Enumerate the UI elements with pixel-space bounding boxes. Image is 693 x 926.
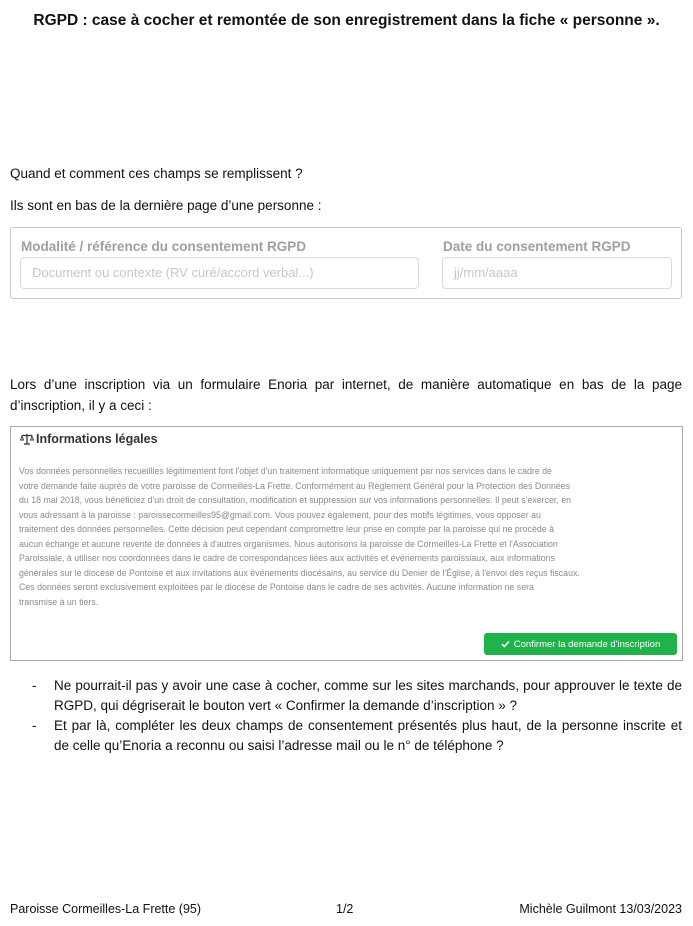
- inscription-text: Lors d’une inscription via un formulaire Enoria par internet, de manière automatique en bas de la page d’inscription, il y a ceci :: [10, 377, 682, 413]
- page-title: RGPD : case à cocher et remontée de son enregistrement dans la fiche « personne ».: [33, 12, 660, 29]
- bullet-text: Et par là, compléter les deux champs de consentement présentés plus haut, de la personne inscrite et de celle qu’Enoria a reconnu ou saisi l’adresse mail ou le n° de téléphone ?: [54, 718, 682, 753]
- legal-line: Ces données seront exclusivement exploitées par le diocèse de Pontoise dans le cadre de ses activités. Aucune information ne sera: [19, 582, 534, 592]
- footer-page-number: 1/2: [336, 902, 354, 916]
- legal-line: vous adressant à la paroisse : paroissecormeilles95@gmail.com. Vous pouvez également, pour des motifs légitimes, vous opposer au: [19, 509, 541, 520]
- legal-line: générales sur le diocèse de Pontoise et aux invitations aux événements diocésains, au service du Denier de l'Église, à l'envoi des reçus fiscaux.: [19, 567, 580, 578]
- date-label: Date du consentement RGPD: [443, 239, 631, 254]
- check-icon: [501, 640, 510, 648]
- modality-input[interactable]: Document ou contexte (RV curé/accord verbal...): [20, 257, 419, 289]
- legal-line: Vos données personnelles recueillies légitimement font l'objet d'un traitement informatique uniquement par nos services dans le cadre de: [19, 466, 552, 476]
- question-list: [32, 676, 682, 756]
- list-item: [32, 716, 682, 755]
- bullet-dash: -: [32, 678, 37, 693]
- consent-fields-panel: [10, 227, 682, 299]
- legal-line: Paroissiale, à utiliser nos coordonnées dans le cadre de correspondances liées aux activités et événements paroissiaux, aux informations: [19, 553, 555, 563]
- legal-title-row: [20, 432, 158, 446]
- footer-left: Paroisse Cormeilles-La Frette (95): [10, 902, 202, 916]
- intro-location: Ils sont en bas de la dernière page d’une personne :: [10, 198, 322, 213]
- legal-line: aucun échange et aucune revente de données à d'autres organismes. Nous autorisons la paroisse de Cormeilles-La Frette et l'Association: [19, 538, 558, 549]
- legal-line: transmise à un tiers.: [19, 596, 99, 607]
- bullet-text: Ne pourrait-il pas y avoir une case à cocher, comme sur les sites marchands, pour approuver le texte de RGPD, qui dégriserait le bouton vert « Confirmer la demande d’inscription » ?: [54, 678, 682, 713]
- modality-label: Modalité / référence du consentement RGPD: [21, 239, 307, 254]
- legal-info-panel: [10, 426, 683, 661]
- footer-right: Michèle Guilmont 13/03/2023: [519, 902, 682, 916]
- legal-line: du 18 mai 2018, vous bénéficiez d'un droit de consultation, modification et suppression sur vos informations personnelles. Il peut s'exercer, en: [19, 495, 572, 505]
- bullet-dash: -: [32, 718, 37, 733]
- confirm-button-label: Confirmer la demande d'inscription: [513, 638, 661, 650]
- legal-line: votre demande faite auprès de votre paroisse de Cormeilles-La Frette. Conformément au Règlement Général pour la Protection des Données: [19, 480, 571, 491]
- legal-title: Informations légales: [36, 432, 158, 446]
- list-item: [32, 676, 682, 715]
- intro-question: Quand et comment ces champs se remplissent ?: [10, 166, 303, 181]
- confirm-inscription-button[interactable]: [484, 633, 677, 655]
- legal-text: [19, 464, 675, 609]
- legal-line: traitement des données personnelles. Cette décision peut cependant compromettre leur prise en compte par la paroisse qui ne procède à: [19, 524, 554, 534]
- date-input[interactable]: jj/mm/aaaa: [442, 257, 672, 289]
- balance-scale-icon: [20, 433, 34, 445]
